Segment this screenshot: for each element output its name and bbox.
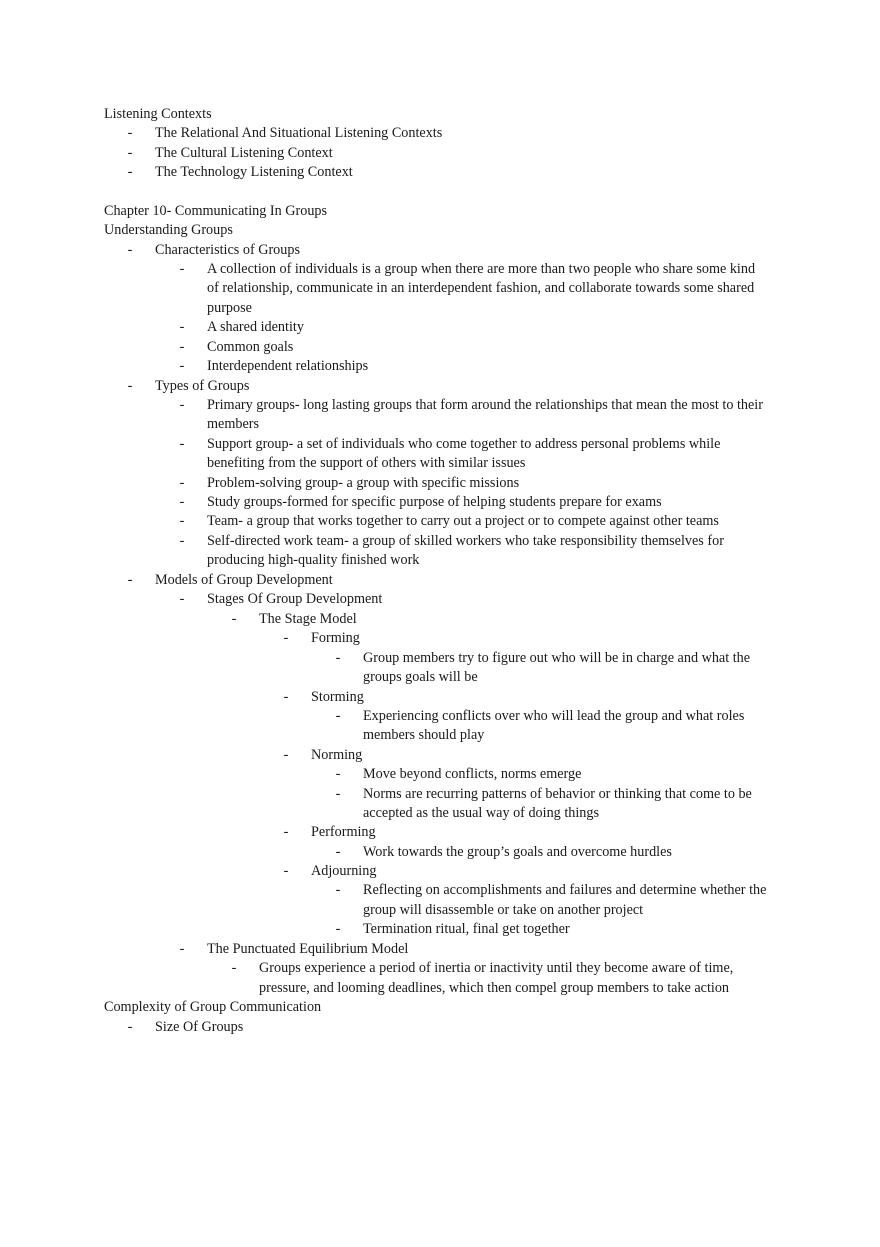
outline-item-text: Team- a group that works together to carry out a project or to compete against other teams	[207, 513, 719, 529]
bullet-dash: -	[127, 145, 133, 161]
outline-line	[0, 1017, 880, 1037]
outline-line	[0, 784, 880, 804]
outline-line	[0, 648, 880, 668]
outline-line	[0, 900, 880, 920]
outline-line	[0, 919, 880, 939]
outline-line	[0, 764, 880, 784]
outline-item-text: The Stage Model	[259, 611, 357, 627]
outline-line	[0, 278, 880, 298]
outline-item-text: accepted as the usual way of doing things	[363, 805, 599, 821]
outline-line	[0, 453, 880, 473]
outline-item-text: Reflecting on accomplishments and failures and determine whether the	[363, 882, 767, 898]
outline-item-text: Norming	[311, 747, 363, 763]
outline-line	[0, 803, 880, 823]
bullet-dash: -	[283, 630, 289, 646]
outline-item-text: The Punctuated Equilibrium Model	[207, 941, 409, 957]
outline-line	[0, 531, 880, 551]
bullet-dash: -	[127, 378, 133, 394]
outline-item-text: Self-directed work team- a group of skilled workers who take responsibility themselves for	[207, 533, 724, 549]
outline-line	[0, 550, 880, 570]
outline-line	[0, 162, 880, 182]
outline-line	[0, 492, 880, 512]
section-heading: Understanding Groups	[104, 222, 233, 238]
bullet-dash: -	[179, 261, 185, 277]
bullet-dash: -	[283, 689, 289, 705]
outline-item-text: Problem-solving group- a group with specific missions	[207, 475, 520, 491]
outline-item-text: Characteristics of Groups	[155, 242, 300, 258]
bullet-dash: -	[179, 339, 185, 355]
outline-item-text: Group members try to figure out who will be in charge and what the	[363, 650, 751, 666]
outline-line	[0, 356, 880, 376]
outline-item-text: Move beyond conflicts, norms emerge	[363, 766, 582, 782]
bullet-dash: -	[179, 358, 185, 374]
outline-line	[0, 609, 880, 629]
section-heading: Complexity of Group Communication	[104, 999, 322, 1015]
section-heading: Listening Contexts	[104, 106, 212, 122]
bullet-dash: -	[283, 824, 289, 840]
bullet-dash: -	[335, 786, 341, 802]
outline-item-text: Support group- a set of individuals who come together to address personal problems while	[207, 436, 721, 452]
outline-item-text: Types of Groups	[155, 378, 250, 394]
outline-item-text: Termination ritual, final get together	[363, 921, 570, 937]
outline-line	[0, 511, 880, 531]
bullet-dash: -	[179, 319, 185, 335]
bullet-dash: -	[179, 494, 185, 510]
outline-line	[0, 123, 880, 143]
outline-item-text: Work towards the group’s goals and overcome hurdles	[363, 844, 672, 860]
outline-item-text: The Relational And Situational Listening Contexts	[155, 125, 443, 141]
bullet-dash: -	[179, 591, 185, 607]
outline-line	[0, 414, 880, 434]
outline-line	[0, 997, 880, 1017]
bullet-dash: -	[179, 475, 185, 491]
outline-item-text: Size Of Groups	[155, 1019, 244, 1035]
outline-line	[0, 745, 880, 765]
bullet-dash: -	[335, 921, 341, 937]
bullet-dash: -	[231, 960, 237, 976]
outline-item-text: group will disassemble or take on another project	[363, 902, 644, 918]
outline-line	[0, 259, 880, 279]
outline-item-text: Norms are recurring patterns of behavior or thinking that come to be	[363, 786, 752, 802]
outline-line	[0, 725, 880, 745]
outline-line	[0, 706, 880, 726]
outline-line	[0, 298, 880, 318]
bullet-dash: -	[179, 941, 185, 957]
outline-item-text: The Technology Listening Context	[155, 164, 353, 180]
outline-line	[0, 473, 880, 493]
outline-line	[0, 317, 880, 337]
outline-line	[0, 880, 880, 900]
outline-item-text: A collection of individuals is a group when there are more than two people who share some kind	[207, 261, 756, 277]
bullet-dash: -	[335, 844, 341, 860]
outline-line	[0, 939, 880, 959]
bullet-dash: -	[179, 513, 185, 529]
bullet-dash: -	[283, 747, 289, 763]
outline-item-text: Common goals	[207, 339, 294, 355]
outline-item-text: Storming	[311, 689, 364, 705]
outline-line	[0, 842, 880, 862]
bullet-dash: -	[127, 572, 133, 588]
outline-item-text: Models of Group Development	[155, 572, 333, 588]
outline-item-text: Stages Of Group Development	[207, 591, 383, 607]
outline-line	[0, 822, 880, 842]
outline-item-text: Primary groups- long lasting groups that form around the relationships that mean the most to their	[207, 397, 763, 413]
outline-item-text: A shared identity	[207, 319, 304, 335]
outline-line	[0, 376, 880, 396]
bullet-dash: -	[127, 164, 133, 180]
outline-line	[0, 861, 880, 881]
outline-item-text: Study groups-formed for specific purpose of helping students prepare for exams	[207, 494, 662, 510]
outline-item-text: Forming	[311, 630, 360, 646]
outline-item-text: producing high-quality finished work	[207, 552, 420, 568]
section-heading: Chapter 10- Communicating In Groups	[104, 203, 328, 219]
outline-item-text: Adjourning	[311, 863, 377, 879]
bullet-dash: -	[127, 242, 133, 258]
outline-item-text: Groups experience a period of inertia or inactivity until they become aware of time,	[259, 960, 734, 976]
outline-item-text: Performing	[311, 824, 376, 840]
outline-line	[0, 337, 880, 357]
bullet-dash: -	[179, 533, 185, 549]
outline-line	[0, 978, 880, 998]
outline-item-text: Interdependent relationships	[207, 358, 369, 374]
outline-line	[0, 434, 880, 454]
outline-line	[0, 395, 880, 415]
outline-line	[0, 143, 880, 163]
outline-line	[0, 104, 880, 124]
outline-item-text: members should play	[363, 727, 485, 743]
outline-line	[0, 958, 880, 978]
bullet-dash: -	[127, 125, 133, 141]
outline-line	[0, 628, 880, 648]
outline-line	[0, 687, 880, 707]
outline-item-text: members	[207, 416, 260, 432]
outline-line	[0, 201, 880, 221]
outline-item-text: purpose	[207, 300, 252, 316]
outline-item-text: The Cultural Listening Context	[155, 145, 333, 161]
bullet-dash: -	[335, 882, 341, 898]
bullet-dash: -	[283, 863, 289, 879]
outline-item-text: benefiting from the support of others with similar issues	[207, 455, 526, 471]
bullet-dash: -	[335, 708, 341, 724]
bullet-dash: -	[127, 1019, 133, 1035]
outline-item-text: of relationship, communicate in an interdependent fashion, and collaborate towards some shared	[207, 280, 755, 296]
outline-line	[0, 589, 880, 609]
bullet-dash: -	[179, 436, 185, 452]
bullet-dash: -	[335, 766, 341, 782]
outline-line	[0, 570, 880, 590]
bullet-dash: -	[231, 611, 237, 627]
outline-line	[0, 220, 880, 240]
outline-line	[0, 240, 880, 260]
outline-item-text: groups goals will be	[363, 669, 478, 685]
outline-line	[0, 667, 880, 687]
outline-item-text: pressure, and looming deadlines, which then compel group members to take action	[259, 980, 730, 996]
outline-item-text: Experiencing conflicts over who will lead the group and what roles	[363, 708, 745, 724]
bullet-dash: -	[335, 650, 341, 666]
bullet-dash: -	[179, 397, 185, 413]
